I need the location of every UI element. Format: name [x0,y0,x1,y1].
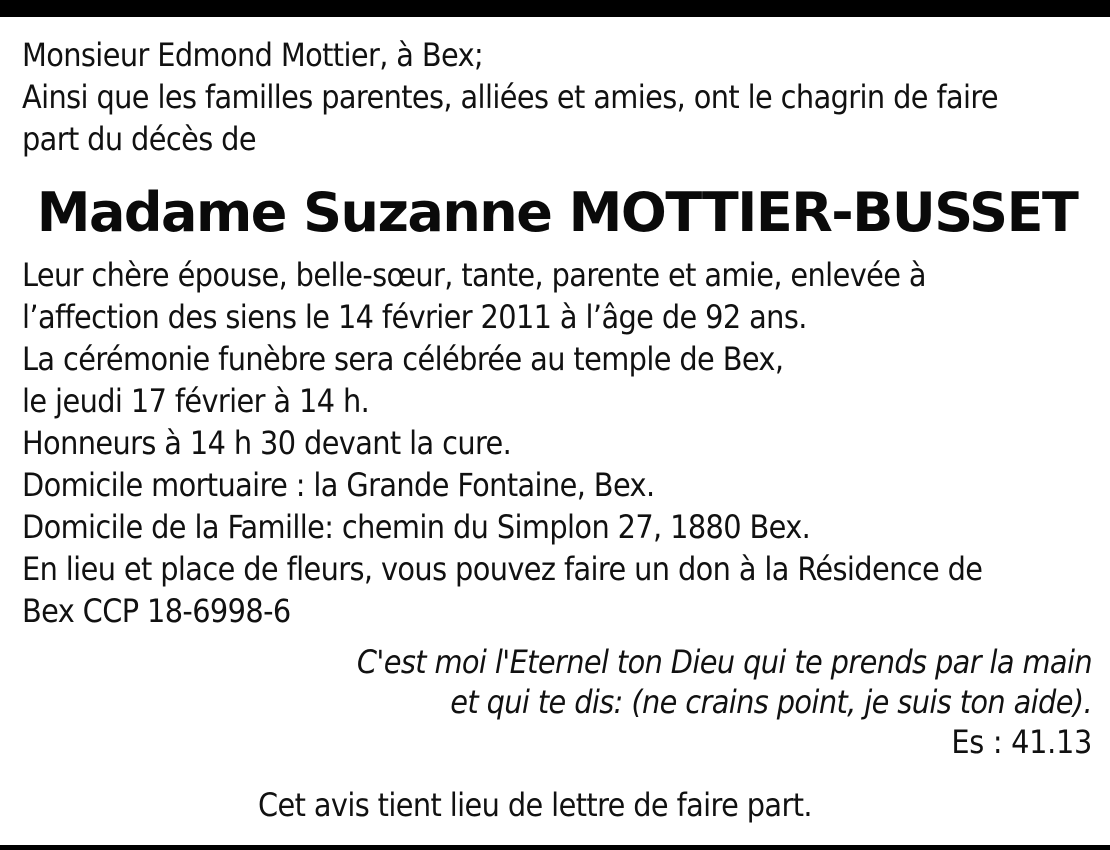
obituary-notice [22,34,1092,762]
intro-line: Ainsi que les familles parentes, alliées et amies, ont le chagrin de faire [22,78,999,116]
closing-statement: Cet avis tient lieu de lettre de faire part. [258,786,812,824]
body-line: Bex CCP 18-6998-6 [22,592,291,630]
body-line: Domicile mortuaire : la Grande Fontaine, Bex. [22,466,655,504]
verse-reference: Es : 41.13 [951,723,1092,761]
deceased-name-heading: Madame Suzanne MOTTIER-BUSSET [36,181,1078,244]
body-line: En lieu et place de fleurs, vous pouvez faire un don à la Résidence de [22,550,983,588]
intro-line: part du décès de [22,120,256,158]
scripture-verse [22,642,1092,722]
body-line: le jeudi 17 février à 14 h. [22,382,370,420]
verse-line: et qui te dis: (ne crains point, je suis ton aide). [450,683,1092,721]
body-line: Leur chère épouse, belle-sœur, tante, parente et amie, enlevée à [22,256,926,294]
bottom-border-rule [0,845,1110,850]
verse-line: C'est moi l'Eternel ton Dieu qui te prends par la main [356,643,1092,681]
body-line: Domicile de la Famille: chemin du Simplon 27, 1880 Bex. [22,508,811,546]
intro-line: Monsieur Edmond Mottier, à Bex; [22,36,484,74]
intro-block [22,34,1092,160]
body-line: l’affection des siens le 14 février 2011 à l’âge de 92 ans. [22,298,807,336]
top-border-rule [0,0,1110,17]
body-line: Honneurs à 14 h 30 devant la cure. [22,424,512,462]
announcement-body [22,254,1092,632]
body-line: La cérémonie funèbre sera célébrée au temple de Bex, [22,340,784,378]
